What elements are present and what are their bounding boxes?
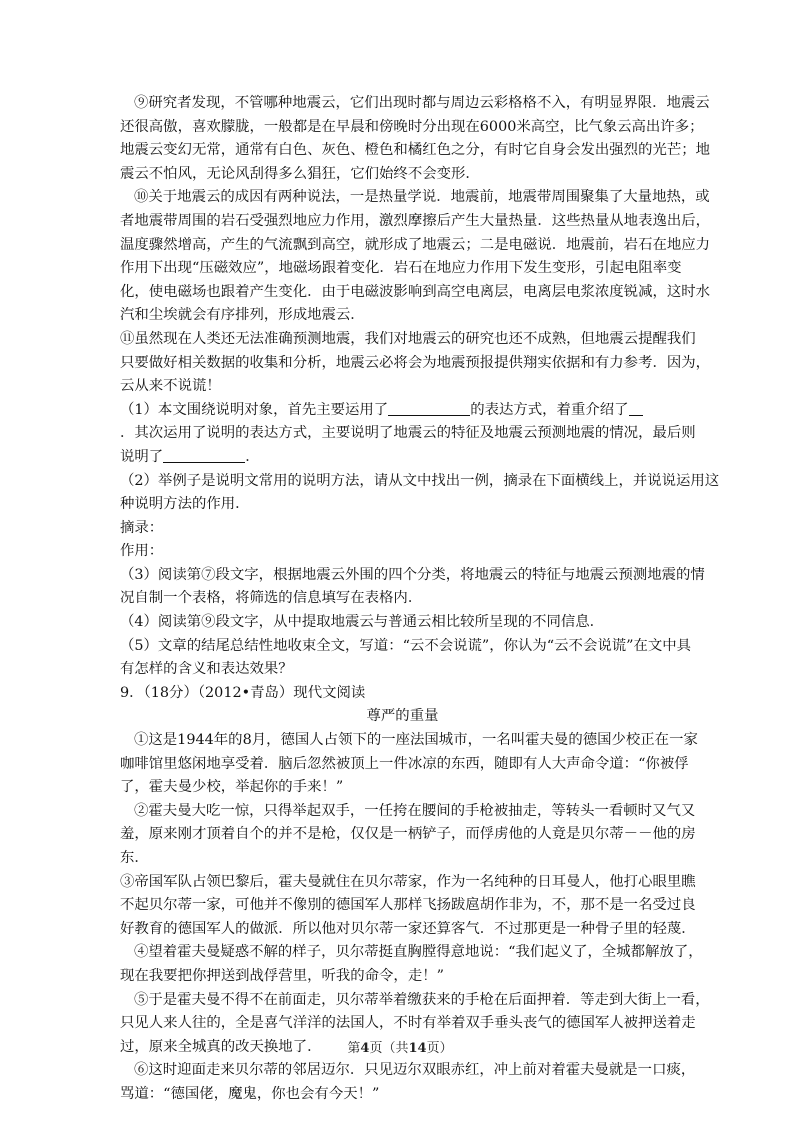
story-paragraph-4	[120, 941, 703, 988]
text-line: 骂道：“德国佬，魔鬼，你也会有今天！”	[120, 1085, 380, 1102]
text-line: （4）阅读第⑨段文字，从中提取地震云与普通云相比较所呈现的不同信息．	[120, 614, 605, 631]
answer-blank[interactable]	[163, 446, 245, 463]
answer-blank[interactable]	[388, 399, 470, 416]
text-line: ③帝国军队占领巴黎后，霍夫曼就住在贝尔蒂家，作为一名纯种的日耳曼人，他打心眼里瞧	[120, 873, 696, 890]
story-paragraph-6	[120, 1059, 696, 1106]
footer-text: 页）	[426, 1041, 453, 1056]
text-line: 地震云变幻无常，通常有白色、灰色、橙色和橘红色之分，有时它自身会发出强烈的光芒；地	[120, 142, 711, 159]
question-text: ．	[245, 448, 260, 465]
text-line: ⑩关于地震云的成因有两种说法，一是热量学说．地震前，地震带周围聚集了大量地热，或	[134, 189, 710, 206]
text-line: ②霍夫曼大吃一惊，只得举起双手，一任挎在腰间的手枪被抽走，等转头一看顿时又气又	[134, 802, 696, 819]
story-title: 尊严的重量	[366, 708, 439, 725]
text-line: 温度骤然增高，产生的气流飘到高空，就形成了地震云；二是电磁说．地震前，岩石在地应力	[120, 236, 711, 253]
text-line: （3）阅读第⑦段文字，根据地震云外围的四个分类，将地震云的特征与地震云预测地震的情	[120, 566, 705, 583]
text-line: 羞，原来刚才顶着自个的并不是枪，仅仅是一柄铲子，而俘虏他的人竟是贝尔蒂－－他的房	[120, 826, 696, 843]
question-2	[120, 470, 720, 564]
answer-blank[interactable]	[629, 399, 643, 416]
text-line: 有怎样的含义和表达效果？	[120, 661, 293, 678]
total-pages: 14	[408, 1041, 427, 1056]
paragraph-10	[120, 186, 711, 328]
text-line: 现在我要把你押送到战俘营里，听我的命令，走！”	[120, 967, 444, 984]
question-text: （1）本文围绕说明对象，首先主要运用了	[120, 401, 389, 418]
text-line: 好教育的德国军人的做派．所以他对贝尔蒂一家还算客气．不过那更是一种骨子里的轻蔑．	[120, 920, 696, 937]
text-line: ⑤于是霍夫曼不得不在前面走，贝尔蒂举着缴获来的手枪在后面押着．等走到大街上一看，	[134, 991, 710, 1008]
paragraph-11	[120, 328, 711, 399]
text-line	[120, 399, 685, 423]
footer-text: 第	[347, 1041, 361, 1056]
text-line: 种说明方法的作用．	[120, 496, 250, 513]
text-line: ⑪虽然现在人类还无法准确预测地震，我们对地震云的研究也还不成熟，但地震云提醒我们	[120, 330, 696, 347]
text-line: 只见人来人往的，全是喜气洋洋的法国人，不时有举着双手垂头丧气的德国军人被押送着走	[120, 1015, 696, 1032]
text-line: 东．	[120, 850, 149, 866]
effect-label: 作用：	[120, 543, 164, 560]
text-line: 云从来不说谎！	[120, 378, 221, 395]
question-3	[120, 564, 705, 611]
footer-text: 页（共	[369, 1041, 409, 1056]
page-number: 4	[360, 1041, 370, 1056]
document-page	[120, 92, 720, 1107]
text-line: ⑥这时迎面走来贝尔蒂的邻居迈尔．只见迈尔双眼赤红，冲上前对着霍夫曼就是一口痰，	[134, 1062, 696, 1079]
text-line: 作用下出现“压磁效应”，地磁场跟着变化．岩石在地应力作用下发生变形，引起电阻率变	[120, 260, 682, 277]
text-line: 了，霍夫曼少校，举起你的手来！”	[120, 779, 344, 796]
page-footer	[0, 1037, 800, 1056]
text-line: 况自制一个表格，将筛选的信息填写在表格内．	[120, 590, 423, 607]
text-line: 不起贝尔蒂一家，可他并不像別的德国军人那样飞扬跋扈胡作非为，不，那不是一名受过良	[120, 897, 696, 914]
question-1	[120, 399, 696, 470]
text-line: ⑨研究者发现，不管哪种地震云，它们出现时都与周边云彩格格不入，有明显界限．地震云	[134, 95, 710, 111]
question-4	[120, 611, 685, 635]
text-line: 咖啡馆里悠闲地享受着．脑后忽然被顶上一件冰凉的东西，随即有人大声命令道：“你被俘	[120, 755, 689, 772]
story-paragraph-2	[120, 800, 696, 871]
question-text: 说明了	[120, 448, 164, 465]
text-line: （5）文章的结尾总结性地收束全文，写道：“云不会说谎”，你认为“云不会说谎”在文中具	[120, 637, 692, 654]
text-line: ④望着霍夫曼疑惑不解的样子，贝尔蒂挺直胸膛得意地说：“我们起义了，全城都解放了，	[134, 944, 703, 961]
text-line: ．其次运用了说明的表达方式，主要说明了地震云的特征及地震云预测地震的情况，最后则	[120, 425, 696, 442]
problem-9-heading: 9．（18分）（2012•青岛）现代文阅读	[120, 684, 366, 701]
text-line: 还很高傲，喜欢朦胧，一般都是在早晨和傍晚时分出现在6000米高空，比气象云高出许多；	[120, 118, 704, 135]
question-5	[120, 635, 692, 682]
text-line	[120, 446, 685, 470]
text-line: 化，使电磁场也跟着产生变化．由于电磁波影响到高空电离层，电离层电浆浓度锐减，这时水	[120, 283, 711, 300]
text-line: （2）举例子是说明文常用的说明方法，请从文中找出一例，摘录在下面横线上，并说说运用这	[120, 472, 720, 489]
text-line: 震云不怕风，无论风刮得多么猖狂，它们始终不会变形．	[120, 165, 480, 182]
story-paragraph-3	[120, 871, 696, 942]
question-text: 的表达方式，着重介绍了	[470, 401, 629, 418]
text-line: ①这是1944年的8月，德国人占领下的一座法国城市，一名叫霍夫曼的德国少校正在一家	[134, 732, 698, 749]
paragraph-9	[120, 92, 711, 186]
excerpt-label: 摘录：	[120, 519, 164, 536]
text-line: 过，原来全城真的改天换地了．	[120, 1038, 322, 1055]
text-line: 汽和尘埃就会有序排列，形成地震云．	[120, 307, 365, 324]
text-line: 只要做好相关数据的收集和分析，地震云必将会为地震预报提供翔实依据和有力参考．因为，	[120, 354, 711, 371]
text-line: 者地震带周围的岩石受强烈地应力作用，激烈摩擦后产生大量热量．这些热量从地表逸出后，	[120, 212, 711, 229]
story-paragraph-1	[120, 729, 698, 800]
